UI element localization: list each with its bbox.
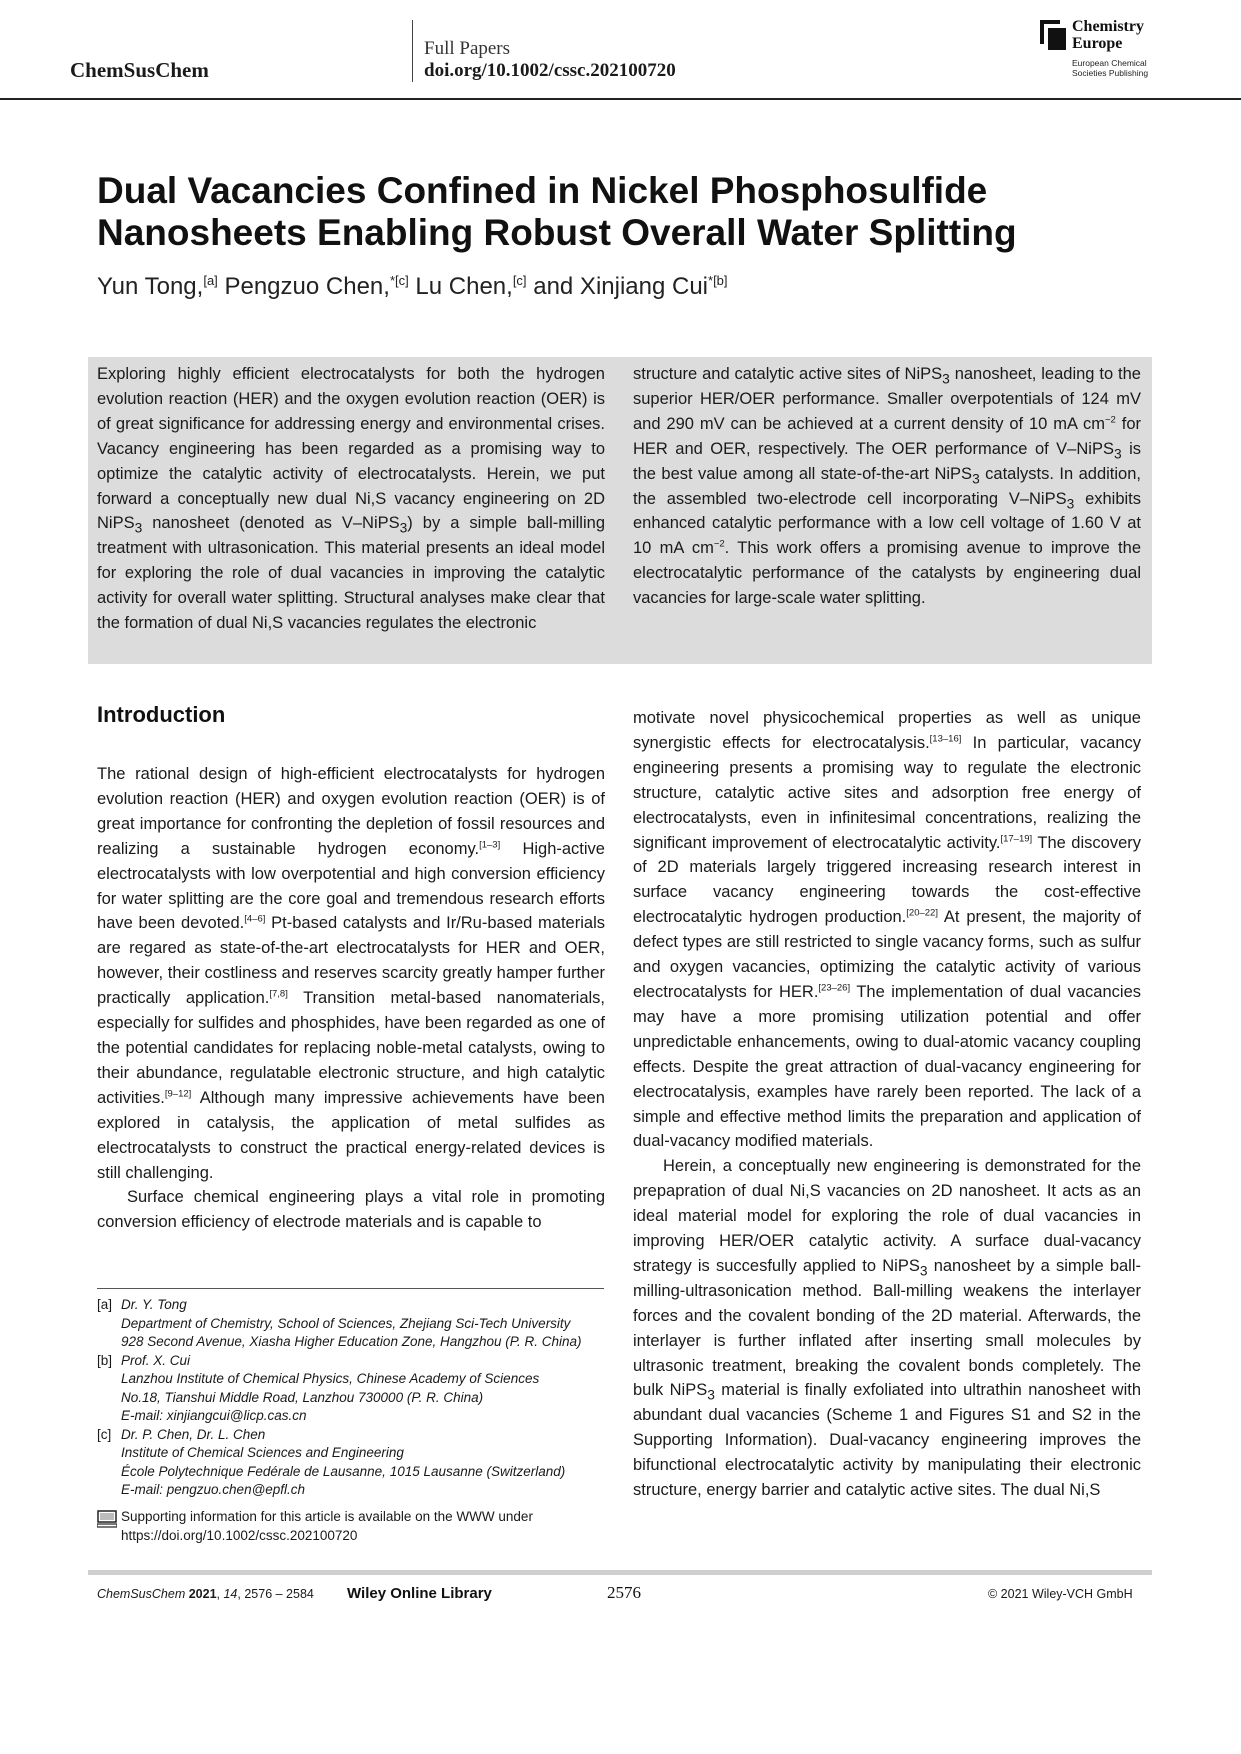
journal-name: ChemSusChem [70,58,209,82]
citation[interactable]: [20–22] [906,907,938,919]
footer-rule [88,1570,1152,1575]
footer-citation: ChemSusChem 2021, 14, 2576 – 2584 [97,1587,314,1601]
publisher-title: Chemistry Europe [1072,18,1144,52]
section-type: Full Papers [424,38,511,59]
email-link[interactable]: E-mail: pengzuo.chen@epfl.ch [121,1482,306,1497]
author-list [97,273,728,301]
abstract-left-column: Exploring highly efficient electrocatalysts for both the hydrogen evolution reaction (HER) and the oxygen evolution reaction (OER) is of great significance for addressing energy and environmental crises. Vacancy engineering has been regarded as a promising way to optimize the catalytic activity of electrocatalysts. Herein, we put forward a conceptually new dual Ni,S vacancy engineering on 2D NiPS$_3$ nanosheet (denoted as V–NiPS$_3$) by a simple ball-milling treatment with ultrasonication. This material presents an ideal model for exploring the role of dual vacancies in improving the catalytic activity for overall water splitting. Structural analyses make clear that the formation of dual Ni,S vacancies regulates the electronic [97,365,605,633]
citation[interactable]: [1–3] [479,839,501,851]
header-rule [0,98,1241,100]
article-doi[interactable]: doi.org/10.1002/cssc.202100720 [424,60,676,81]
citation[interactable]: [7,8] [269,988,288,1000]
citation[interactable]: [13–16] [929,733,962,745]
computer-icon [97,1510,117,1528]
publisher-logo[interactable] [1040,18,1175,82]
author-affiliation: [a] [203,273,218,288]
article-title: Dual Vacancies Confined in Nickel Phosphosulfide Nanosheets Enabling Robust Overall Water Splitting [97,170,1017,253]
copyright: © 2021 Wiley-VCH GmbH [988,1587,1133,1601]
citation[interactable]: [23–26] [818,982,851,994]
author-affiliation: [c] [512,273,527,288]
author-name: Pengzuo Chen, [224,273,390,300]
supporting-info-note[interactable]: Supporting information for this article is available on the WWW under https://doi.org/10.1002/cssc.202100720 [97,1508,607,1545]
wiley-online-library-link[interactable]: Wiley Online Library [347,1585,492,1602]
author-name: and Xinjiang Cui [533,273,709,300]
chemistry-europe-logo-icon [1040,20,1066,50]
footnote-item: [c] Dr. P. Chen, Dr. L. Chen Institute of Chemical Sciences and Engineering École Polytechnique Fedérale de Lausanne, 1015 Lausanne (Switzerland) E-mail: pengzuo.chen@epfl.ch [97,1426,607,1500]
author-affiliation: *[b] [708,273,728,288]
author-name: Yun Tong, [97,273,204,300]
footnote-rule [97,1288,604,1289]
author-name: Lu Chen, [415,273,513,300]
citation[interactable]: [4–6] [244,913,266,925]
email-link[interactable]: E-mail: xinjiangcui@licp.cas.cn [121,1408,307,1423]
paragraph: motivate novel physicochemical properties as well as unique synergistic effects for electrocatalysis.[13–16] In particular, vacancy engineering presents a promising way to regulate the electronic structure, catalytic active sites and adsorption free energy of electrocatalysts, even in infinitesimal concentrations, realizing the significant improvement of electrocatalytic activity.[17–19] The discovery of 2D materials largely triggered increasing research interest in surface vacancy engineering towards the cost-effective electrocatalytic hydrogen production.[20–22] At present, the majority of defect types are still restricted to single vacancy forms, such as sulfur and oxygen vacancies, optimizing the catalytic activity of various electrocatalysts for HER.[23–26] The implementation of dual vacancies may have a more promising utilization potential and offer unpredictable enhancements, owing to dual-atomic vacancy coupling effects. Despite the great attraction of dual-vacancy engineering for electrocatalysis, examples have rarely been reported. The lack of a simple and effective method limits the preparation and application of dual-vacancy modified materials. [633,709,1141,1151]
citation[interactable]: [9–12] [164,1088,192,1100]
paragraph: Herein, a conceptually new engineering is demonstrated for the prepapration of dual Ni,S vacancies on 2D nanosheet. It acts as an ideal material model for exploring the role of dual vacancies in improving HER/OER catalytic activity. A surface dual-vacancy strategy is succesfully applied to NiPS$_3$ nanosheet by a simple ball-milling-ultrasonication method. Ball-milling weakens the interlayer forces and the covalent bonding of the 2D material. Afterwards, the interlayer is further inflated after inserting small molecules by ultrasonic treatment, breaking the covalent bonds completely. The bulk NiPS$_3$ material is finally exfoliated into ultrathin nanosheet with abundant dual vacancies (Scheme 1 and Figures S1 and S2 in the Supporting Information). Dual-vacancy engineering improves the bifunctional electrocatalytic activity by manipulating their electronic structure, energy barrier and catalytic active sites. The dual Ni,S [633,1157,1141,1500]
body-left-column [97,762,605,1235]
footnote-item: [a] Dr. Y. Tong Department of Chemistry, School of Sciences, Zhejiang Sci-Tech University 928 Second Avenue, Xiasha Higher Education Zone, Hangzhou (P. R. China) [97,1297,582,1349]
body-right-column [633,706,1141,1503]
page-number: 2576 [607,1583,641,1602]
footnote-item: [b] Prof. X. Cui Lanzhou Institute of Chemical Physics, Chinese Academy of Sciences No.18, Tianshui Middle Road, Lanzhou 730000 (P. R. China) E-mail: xinjiangcui@licp.cas.cn [97,1352,607,1426]
author-affiliation: *[c] [389,273,409,288]
citation[interactable]: [17–19] [1000,833,1033,845]
affiliation-footnotes [97,1296,607,1500]
abstract-right-column: structure and catalytic active sites of NiPS$_3$ nanosheet, leading to the superior HER/OER performance. Smaller overpotentials of 124 mV and 290 mV can be achieved at a current density of 10 mA $cm^{-2}$ for HER and OER, respectively. The OER performance of V–NiPS$_3$ is the best value among all state-of-the-art NiPS$_3$ catalysts. In addition, the assembled two-electrode cell incorporating V–NiPS$_3$ exhibits enhanced catalytic performance with a low cell voltage of 1.60 V at 10 mA $cm^{-2}$. This work offers a promising avenue to improve the electrocatalytic performance of the catalysts by engineering dual vacancies for large-scale water splitting. [633,365,1142,608]
header-divider [412,20,413,82]
paragraph: The rational design of high-efficient electrocatalysts for hydrogen evolution reaction (HER) and oxygen evolution reaction (OER) is of great importance for confronting the depletion of fossil resources and realizing a sustainable hydrogen economy.[1–3] High-active electrocatalysts with low overpotential and high conversion efficiency for water splitting are the core goal and tremendous research efforts have been devoted.[4–6] Pt-based catalysts and Ir/Ru-based materials are regared as state-of-the-art electrocatalysts for HER and OER, however, their costliness and reserves scarcity greatly hamper further practically application.[7,8] Transition metal-based nanomaterials, especially for sulfides and phosphides, have been regarded as one of the potential candidates for replacing noble-metal catalysts, owing to their abundance, regulatable electronic structure, and high catalytic activities.[9–12] Although many impressive achievements have been explored in catalysis, the application of metal sulfides as electrocatalysts to construct the practical energy-related devices is still challenging. [97,765,605,1182]
paragraph: Surface chemical engineering plays a vital role in promoting conversion efficiency of electrode materials and is capable to [97,1188,605,1232]
publisher-subtitle: European Chemical Societies Publishing [1072,58,1149,78]
section-heading-introduction: Introduction [97,702,226,727]
